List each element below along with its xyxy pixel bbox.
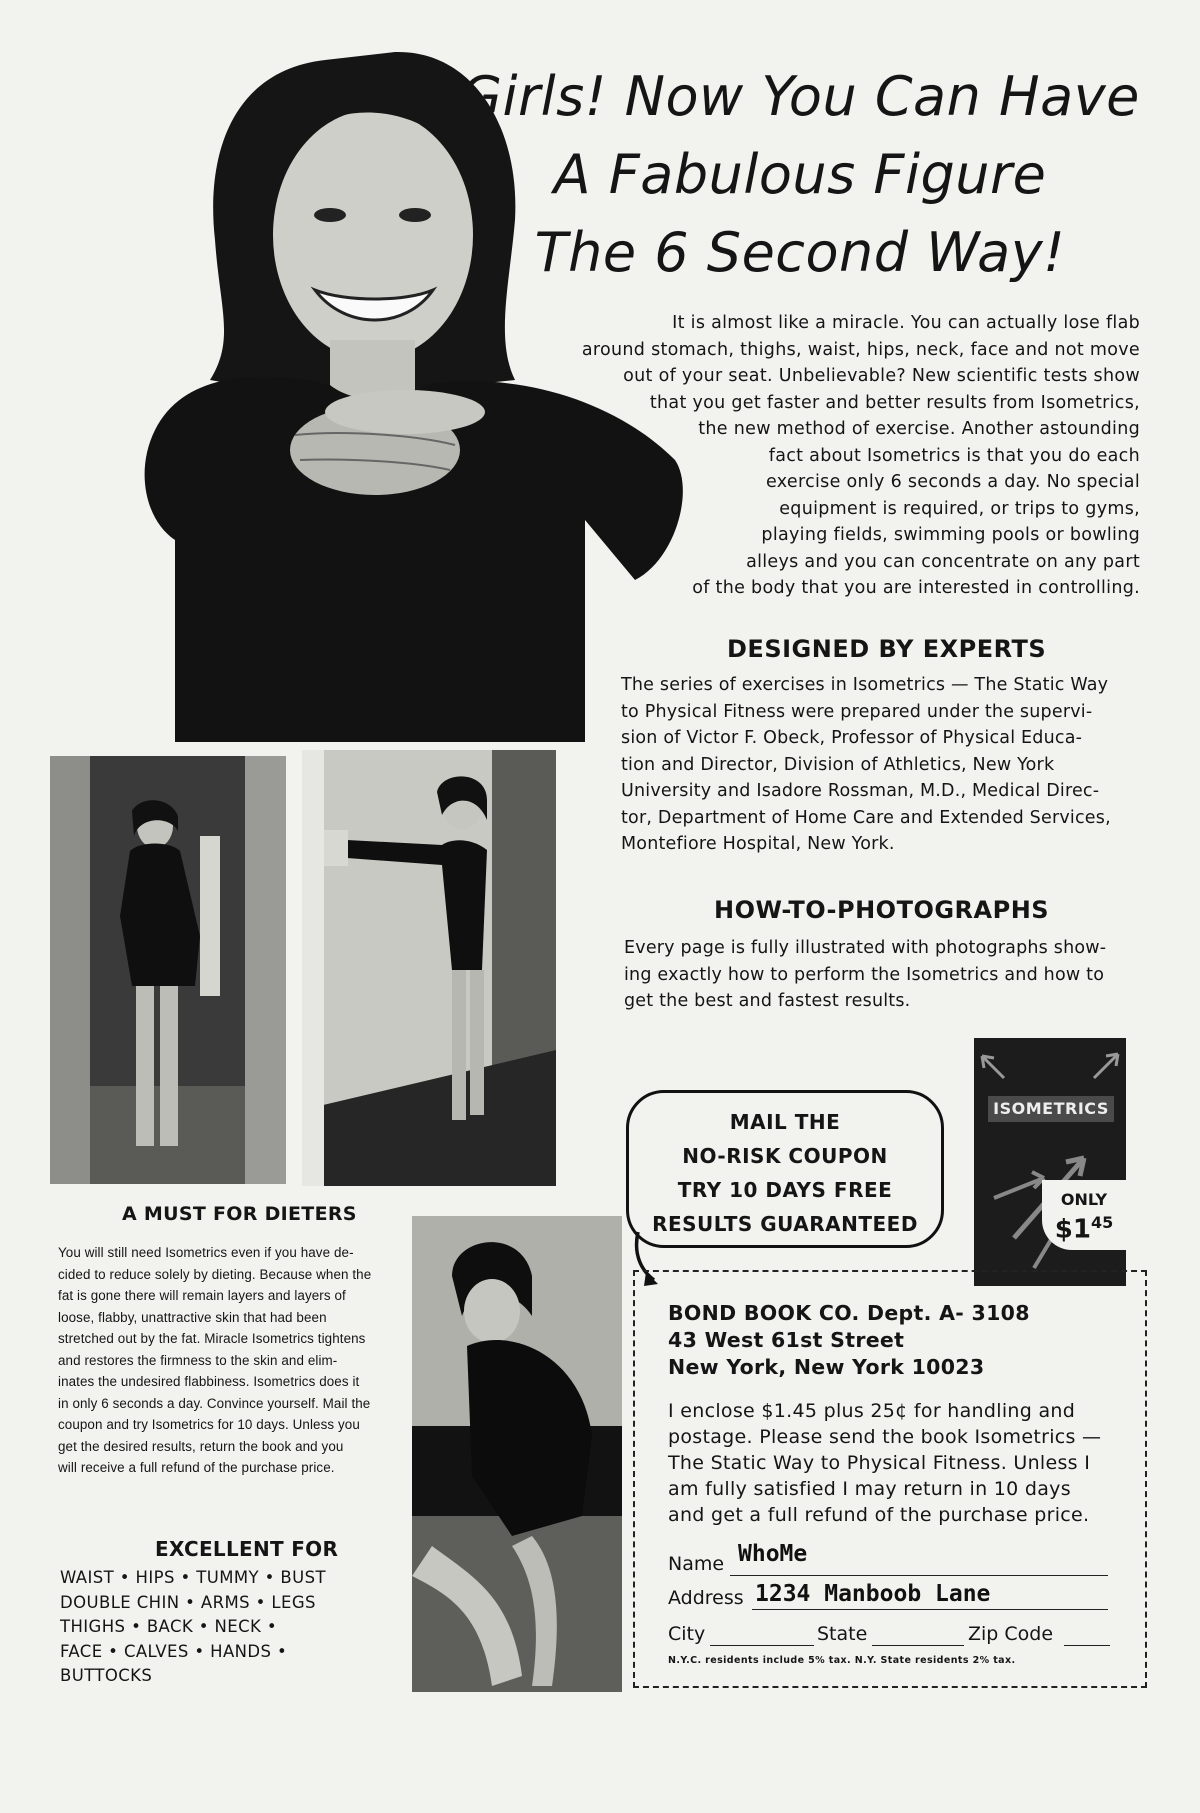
coupon-address (668, 1300, 1030, 1381)
intro-line: around stomach, thighs, waist, hips, neck, face and not move (581, 339, 1140, 360)
excellent-list (60, 1566, 326, 1689)
zip-field[interactable] (1064, 1645, 1110, 1646)
experts-line: Montefiore Hospital, New York. (621, 834, 895, 854)
dieters-line: fat is gone there will remain layers and layers of (58, 1288, 346, 1303)
dieters-line: You will still need Isometrics even if you have de- (58, 1245, 354, 1260)
dieters-line: and restores the firmness to the skin and elim- (58, 1352, 338, 1368)
bubble-line: RESULTS GUARANTEED (652, 1212, 918, 1236)
coupon-line: and get a full refund of the purchase price. (668, 1504, 1090, 1526)
howto-line: ing exactly how to perform the Isometrics and how to (624, 964, 1105, 985)
experts-line: University and Isadore Rossman, M.D., Medical Direc- (621, 781, 1100, 801)
name-label: Name (668, 1553, 725, 1575)
experts-line: tion and Director, Division of Athletics, New York (621, 754, 1055, 775)
price-value (1042, 1209, 1126, 1244)
dieters-line: get the desired results, return the book and you (58, 1438, 344, 1454)
name-line[interactable] (730, 1575, 1108, 1576)
seated-exercise-photo (412, 1216, 622, 1692)
experts-line: to Physical Fitness were prepared under the supervi- (621, 701, 1093, 722)
bubble-line: NO-RISK COUPON (682, 1144, 888, 1168)
doorway-exercise-photo (50, 756, 286, 1184)
wall-push-exercise-photo (302, 750, 556, 1186)
excellent-line: BUTTOCKS (60, 1666, 153, 1685)
coupon-line: postage. Please send the book Isometrics — (668, 1426, 1102, 1448)
headline-line-2: A Fabulous Figure (553, 143, 1047, 206)
address-field[interactable]: 1234 Manboob Lane (755, 1581, 991, 1607)
address-line: BOND BOOK CO. Dept. A- 3108 (668, 1301, 1030, 1325)
coupon-body (668, 1398, 1101, 1528)
excellent-line: WAIST • HIPS • TUMMY • BUST (60, 1568, 326, 1587)
no-risk-bubble (626, 1090, 944, 1248)
dieters-line: stretched out by the fat. Miracle Isometrics tightens (58, 1331, 366, 1346)
dieters-line: loose, flabby, unattractive skin that had been (58, 1309, 327, 1325)
book-title: ISOMETRICS (988, 1096, 1114, 1122)
coupon-line: am fully satisfied I may return in 10 days (668, 1478, 1071, 1500)
dieters-line: will receive a full refund of the purchase price. (58, 1460, 335, 1475)
city-field[interactable] (710, 1645, 814, 1646)
tax-note: N.Y.C. residents include 5% tax. N.Y. State residents 2% tax. (668, 1655, 1016, 1666)
intro-line: alleys and you can concentrate on any part (746, 551, 1140, 572)
dieters-heading: A MUST FOR DIETERS (122, 1203, 357, 1225)
bubble-line: MAIL THE (729, 1110, 841, 1134)
coupon-line: The Static Way to Physical Fitness. Unless I (668, 1452, 1091, 1474)
intro-paragraph (530, 310, 1140, 602)
price-dollars: $1 (1054, 1214, 1091, 1245)
howto-heading: HOW-TO-PHOTOGRAPHS (714, 896, 1050, 924)
dieters-line: in only 6 seconds a day. Convince yourself. Mail the (58, 1395, 371, 1411)
zip-label: Zip Code (968, 1623, 1054, 1645)
experts-line: tor, Department of Home Care and Extended Services, (621, 807, 1111, 828)
price-only-label: ONLY (1060, 1190, 1108, 1209)
intro-line: It is almost like a miracle. You can actually lose flab (672, 313, 1140, 333)
state-label: State (817, 1623, 868, 1645)
address-line: New York, New York 10023 (668, 1355, 985, 1379)
bubble-line: TRY 10 DAYS FREE (677, 1178, 893, 1202)
coupon-line: I enclose $1.45 plus 25¢ for handling and (668, 1400, 1076, 1422)
experts-paragraph (621, 672, 1111, 858)
dieters-line: cided to reduce solely by dieting. Because when the (58, 1266, 372, 1282)
headline (440, 58, 1160, 292)
intro-line: fact about Isometrics is that you do each (768, 445, 1140, 466)
experts-line: sion of Victor F. Obeck, Professor of Physical Educa- (621, 728, 1083, 748)
price-cents: 45 (1090, 1213, 1114, 1232)
intro-line: equipment is required, or trips to gyms, (779, 498, 1140, 519)
excellent-line: FACE • CALVES • HANDS • (60, 1641, 288, 1661)
dieters-line: coupon and try Isometrics for 10 days. Unless you (58, 1417, 360, 1432)
headline-line-3: The 6 Second Way! (534, 221, 1066, 284)
dieters-line: inates the undesired flabbiness. Isometrics does it (58, 1374, 360, 1389)
excellent-line: THIGHS • BACK • NECK • (60, 1617, 278, 1636)
experts-heading: DESIGNED BY EXPERTS (727, 635, 1047, 663)
name-field[interactable]: WhoMe (738, 1541, 808, 1567)
price-tag (1042, 1180, 1126, 1250)
intro-line: out of your seat. Unbelievable? New scientific tests show (623, 366, 1140, 386)
intro-line: the new method of exercise. Another astounding (698, 419, 1140, 439)
intro-line: playing fields, swimming pools or bowling (761, 525, 1140, 545)
experts-line: The series of exercises in Isometrics — The Static Way (621, 675, 1109, 695)
address-label: Address (668, 1587, 744, 1609)
excellent-heading: EXCELLENT FOR (155, 1537, 339, 1561)
intro-line: that you get faster and better results from Isometrics, (649, 392, 1140, 413)
excellent-line: DOUBLE CHIN • ARMS • LEGS (60, 1592, 316, 1612)
intro-line: of the body that you are interested in controlling. (692, 578, 1140, 598)
howto-line: get the best and fastest results. (624, 991, 911, 1011)
howto-paragraph (624, 935, 1106, 1015)
city-label: City (668, 1623, 706, 1645)
state-field[interactable] (872, 1645, 964, 1646)
address-line-field[interactable] (752, 1609, 1108, 1610)
howto-line: Every page is fully illustrated with photographs show- (624, 938, 1107, 958)
address-line: 43 West 61st Street (668, 1328, 905, 1352)
dieters-paragraph (58, 1242, 408, 1479)
headline-line-1: Girls! Now You Can Have (460, 65, 1140, 128)
intro-line: exercise only 6 seconds a day. No special (766, 472, 1140, 492)
